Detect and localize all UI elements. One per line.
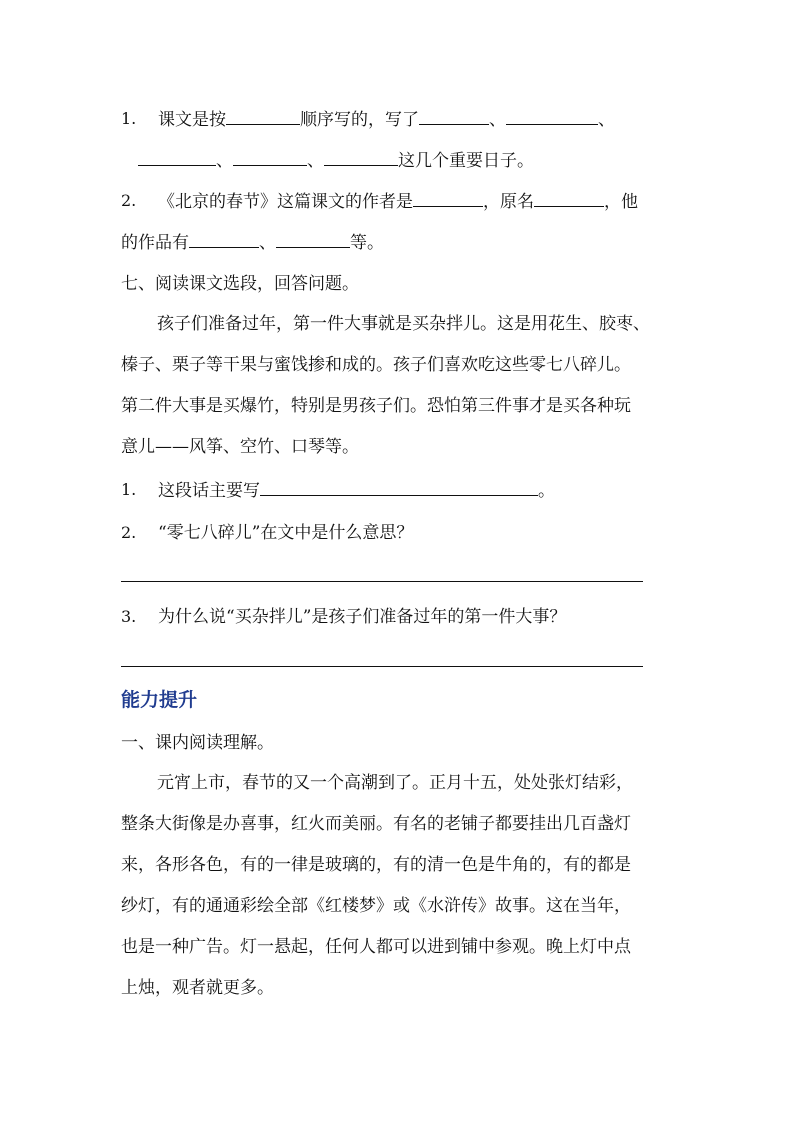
passage-line: 榛子、栗子等干果与蜜饯掺和成的。孩子们喜欢吃这些零七八碎儿。: [121, 355, 631, 375]
question-text: 等。: [350, 233, 384, 253]
answer-blank[interactable]: [419, 107, 489, 125]
question-number: 2.: [121, 191, 137, 210]
question-text: 为什么说“买杂拌儿”是孩子们准备过年的第一件大事？: [158, 607, 567, 627]
question-text: 的作品有: [121, 233, 189, 253]
passage-line: 意儿——风筝、空竹、口琴等。: [121, 437, 359, 457]
answer-blank[interactable]: [506, 107, 598, 125]
answer-line[interactable]: [121, 581, 643, 582]
question-number: 2.: [121, 523, 137, 542]
worksheet-page: 1. 课文是按 顺序写的，写了 、 、 、 、 这几个重要日子。 2. 《北京的春节》这篇课文的作者是 ，原名 ，他 的作品有 、 等。 七、阅读课文选段，回答问题。 孩子们准备过年，第一件大事就是买杂拌儿。这是用花生、胶枣、 榛子、栗子等干果与蜜饯掺和成的。孩子们喜欢吃这些零七八碎儿。 第二件大事是买爆竹，特别是男孩子们。恐怕第三件事才是买各种玩 意儿——风筝、空竹、口琴等。 1. 这段话主要写 。 2. “零七八碎儿”在文中是什么意思？ 3. 为什么说“买杂拌儿”是孩子们准备过年的第一件大事？ 能力提升 一、课内阅读理解。 元宵上市，春节的又一个高潮到了。正月十五，处处张灯结彩， 整条大街像是办喜事，红火而美丽。有名的老铺子都要挂出几百盏灯 来，各形各色，有的一律是玻璃的，有的清一色是牛角的，有的都是 纱灯，有的通通彩绘全部《红楼梦》或《水浒传》故事。这在当年， 也是一种广告。灯一悬起，任何人都可以进到铺中参观。晚上灯中点 上烛，观者就更多。: [121, 109, 650, 998]
answer-blank[interactable]: [233, 148, 307, 166]
answer-line[interactable]: [121, 666, 643, 667]
question-number: 1.: [121, 109, 137, 128]
answer-blank[interactable]: [226, 107, 300, 125]
answer-blank[interactable]: [189, 230, 259, 248]
passage-line: 纱灯，有的通通彩绘全部《红楼梦》或《水浒传》故事。这在当年，: [121, 896, 631, 916]
answer-blank[interactable]: [413, 189, 483, 207]
question-text: 课文是按: [158, 110, 226, 130]
question-text: 这几个重要日子。: [398, 151, 534, 171]
separator: 、: [489, 110, 506, 130]
answer-blank[interactable]: [138, 148, 216, 166]
ability-heading: 能力提升: [121, 689, 198, 711]
question-text: 这段话主要写: [158, 481, 260, 501]
passage-line: 也是一种广告。灯一悬起，任何人都可以进到铺中参观。晚上灯中点: [121, 937, 631, 957]
separator: 、: [307, 151, 324, 171]
passage-line: 第二件大事是买爆竹，特别是男孩子们。恐怕第三件事才是买各种玩: [121, 396, 631, 416]
question-text: 《北京的春节》这篇课文的作者是: [158, 192, 413, 212]
answer-blank[interactable]: [324, 148, 398, 166]
question-text: ，原名: [483, 192, 534, 212]
passage-line: 整条大街像是办喜事，红火而美丽。有名的老铺子都要挂出几百盏灯: [121, 814, 631, 834]
separator: 、: [216, 151, 233, 171]
separator: 、: [598, 110, 615, 130]
passage-line: 元宵上市，春节的又一个高潮到了。正月十五，处处张灯结彩，: [157, 773, 633, 793]
question-text: 顺序写的，写了: [300, 110, 419, 130]
answer-blank[interactable]: [276, 230, 350, 248]
answer-blank[interactable]: [260, 478, 538, 496]
question-number: 1.: [121, 480, 137, 499]
answer-blank[interactable]: [534, 189, 604, 207]
question-text: “零七八碎儿”在文中是什么意思？: [158, 523, 414, 543]
separator: 、: [259, 233, 276, 253]
passage-line: 来，各形各色，有的一律是玻璃的，有的清一色是牛角的，有的都是: [121, 855, 631, 875]
question-text: ，他: [604, 192, 638, 212]
question-number: 3.: [121, 607, 137, 626]
passage-line: 上烛，观者就更多。: [121, 978, 274, 998]
passage-line: 孩子们准备过年，第一件大事就是买杂拌儿。这是用花生、胶枣、: [157, 314, 650, 334]
